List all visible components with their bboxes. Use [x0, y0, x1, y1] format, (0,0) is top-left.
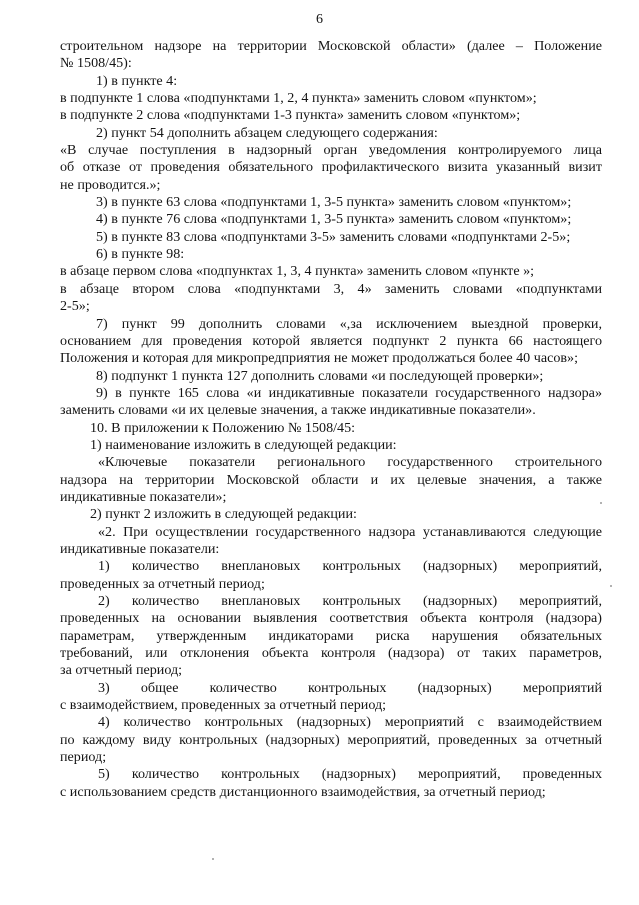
paragraph-indicator-4	[60, 714, 602, 766]
paragraph-item-10	[60, 420, 602, 437]
paragraph-item-10-sub-2	[60, 506, 602, 523]
paragraph-item-3	[60, 194, 602, 211]
text-line: требований, или отклонения объекта контроля (надзора) от таких параметров,	[60, 645, 602, 662]
text-line: в абзаце первом слова «подпунктах 1, 3, 4 пункта» заменить словом «пункте »;	[60, 263, 535, 280]
text-line: период;	[60, 749, 107, 766]
text-line: 3) общее количество контрольных (надзорных) мероприятий	[98, 679, 602, 696]
text-line: 4) в пункте 76 слова «подпунктами 1, 3-5 пункта» заменить словом «пунктом»;	[96, 211, 572, 228]
paragraph-item-7	[60, 316, 602, 368]
text-line: «2. При осуществлении государственного надзора устанавливаются следующие	[98, 523, 602, 540]
paragraph-item-5	[60, 229, 602, 246]
text-line: 6) в пункте 98:	[96, 246, 185, 263]
text-line: индикативные показатели:	[60, 540, 220, 557]
paragraph-quote-key-indicators	[60, 454, 602, 506]
text-line: 10. В приложении к Положению № 1508/45:	[90, 419, 356, 436]
paragraph-indicator-5	[60, 766, 602, 801]
text-line: 2-5»;	[60, 298, 90, 315]
paragraph-item-9	[60, 385, 602, 420]
paragraph-indicator-3	[60, 680, 602, 715]
text-line: 5) количество контрольных (надзорных) мероприятий, проведенных	[98, 766, 602, 783]
text-line: 2) количество внеплановых контрольных (надзорных) мероприятий,	[98, 593, 602, 609]
paragraph-item-10-sub-1	[60, 437, 602, 454]
text-line: об отказе от проведения обязательного профилактического визита указанный визит	[60, 159, 602, 176]
paragraph-indicator-2	[60, 593, 602, 680]
text-line: № 1508/45):	[60, 55, 132, 72]
paragraph-item-6-second	[60, 281, 602, 316]
text-line: в подпункте 2 слова «подпунктами 1-3 пункта» заменить словом «пунктом»;	[60, 107, 521, 124]
text-line: проведенных на основании выявления соответствия объекта контроля (надзора)	[60, 610, 602, 627]
paragraph-quote-notification	[60, 142, 602, 194]
text-line: с использованием средств дистанционного взаимодействия, за отчетный период;	[60, 783, 546, 800]
text-line: «Ключевые показатели регионального государственного строительного	[98, 454, 602, 471]
text-line: в абзаце втором слова «подпунктами 3, 4» заменить словами «подпунктами	[60, 280, 602, 297]
text-line: параметрам, утвержденным индикаторами риска нарушения обязательных	[60, 627, 602, 644]
text-line: проведенных за отчетный период;	[60, 575, 265, 592]
text-line: 1) в пункте 4:	[96, 72, 178, 89]
paragraph-indicator-1	[60, 558, 602, 593]
text-line: индикативные показатели»;	[60, 488, 227, 505]
document-body	[60, 38, 602, 801]
scan-speck	[610, 585, 612, 587]
paragraph-item-1-sub-1	[60, 90, 602, 107]
paragraph-item-6	[60, 246, 602, 263]
scan-speck	[600, 502, 602, 504]
text-line: по каждому виду контрольных (надзорных) мероприятий, проведенных за отчетный	[60, 731, 602, 748]
text-line: 9) в пункте 165 слова «и индикативные показатели государственного надзора»	[96, 384, 602, 401]
scan-speck	[212, 858, 214, 860]
text-line: 8) подпункт 1 пункта 127 дополнить словами «и последующей проверки»;	[96, 367, 544, 384]
text-line: не проводится.»;	[60, 176, 161, 193]
paragraph-quote-indicators-intro	[60, 524, 602, 559]
paragraph-item-6-first	[60, 263, 602, 280]
text-line: строительном надзоре на территории Московской области» (далее – Положение	[60, 38, 602, 54]
text-line: в подпункте 1 слова «подпунктами 1, 2, 4 пункта» заменить словом «пунктом»;	[60, 90, 537, 107]
text-line: 1) наименование изложить в следующей редакции:	[90, 436, 397, 453]
text-line: основанием для проведения которой является подпункт 2 пункта 66 настоящего	[60, 332, 602, 349]
paragraph-regulation-reference	[60, 38, 602, 73]
page-number: 6	[316, 12, 323, 27]
text-line: заменить словами «и их целевые значения, а также индикативные показатели».	[60, 402, 536, 419]
text-line: 5) в пункте 83 слова «подпунктами 3-5» заменить словами «подпунктами 2-5»;	[96, 228, 571, 245]
paragraph-item-2	[60, 125, 602, 142]
text-line: за отчетный период;	[60, 662, 183, 679]
text-line: с взаимодействием, проведенных за отчетный период;	[60, 697, 387, 714]
text-line: 2) пункт 2 изложить в следующей редакции:	[90, 506, 357, 523]
paragraph-item-1-sub-2	[60, 107, 602, 124]
text-line: 1) количество внеплановых контрольных (надзорных) мероприятий,	[98, 558, 602, 575]
paragraph-item-1	[60, 73, 602, 90]
paragraph-item-8	[60, 368, 602, 385]
text-line: Положения и которая для микропредприятия не может продолжаться более 40 часов»;	[60, 350, 578, 367]
text-line: 7) пункт 99 дополнить словами «,за исключением выездной проверки,	[96, 315, 602, 332]
text-line: 3) в пункте 63 слова «подпунктами 1, 3-5 пункта» заменить словом «пунктом»;	[96, 194, 572, 211]
text-line: 2) пункт 54 дополнить абзацем следующего содержания:	[96, 124, 438, 141]
text-line: «В случае поступления в надзорный орган уведомления контролируемого лица	[60, 142, 602, 159]
text-line: надзора на территории Московской области и их целевые значения, а также	[60, 471, 602, 488]
text-line: 4) количество контрольных (надзорных) мероприятий с взаимодействием	[98, 714, 602, 731]
paragraph-item-4	[60, 211, 602, 228]
